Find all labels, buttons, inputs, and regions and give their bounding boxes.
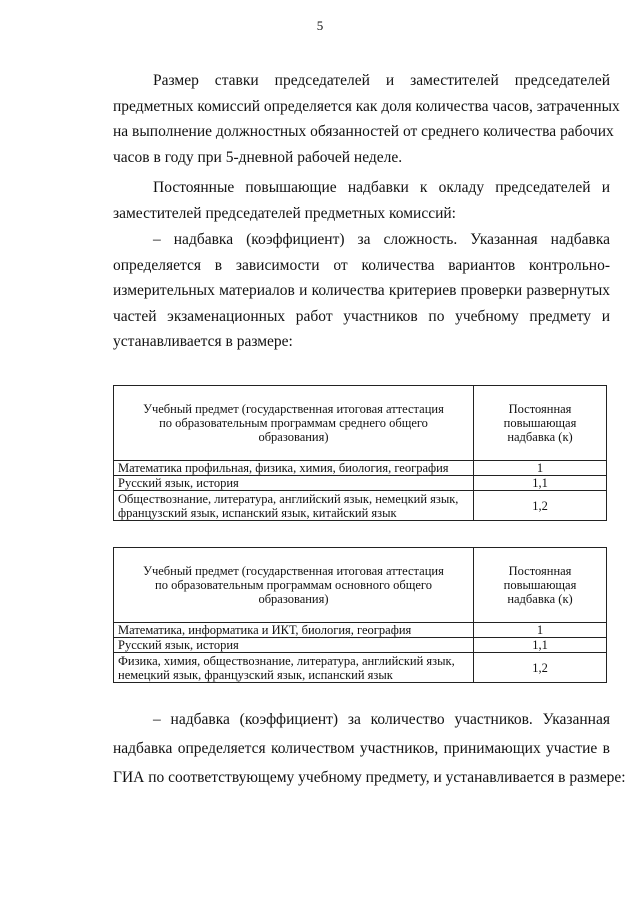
text-line: ГИА по соответствующему учебному предмету, и устанавливается в размере: [113,769,626,786]
header-subject-cell [114,386,474,461]
header-line: Учебный предмет (государственная итоговая аттестация [143,564,444,578]
text-line: надбавка определяется количеством участников, принимающих участие в [113,740,610,757]
header-line: Учебный предмет (государственная итоговая аттестация [143,402,444,416]
text-line: заместителей председателей предметных комиссий: [113,204,456,222]
paragraph-participants [113,705,626,792]
text-line: – надбавка (коэффициент) за сложность. Указанная надбавка [153,231,610,248]
text-line: Размер ставки председателей и заместителей председателей [153,72,610,89]
text-line: определяется в зависимости от количества вариантов контрольно- [113,256,610,274]
text-line: на выполнение должностных обязанностей от среднего количества рабочих [113,123,614,140]
header-line: повышающая [503,416,577,430]
text-line: часов в году при 5-дневной рабочей неделе. [113,148,403,166]
text-line: Постоянные повышающие надбавки к окладу председателей и [153,179,610,196]
header-line: образования) [258,430,329,444]
value-cell: 1,1 [474,638,607,653]
subject-cell [114,491,474,521]
table-header-row [114,548,607,623]
paragraph-allowances [113,175,610,226]
table-basic-general [113,547,607,683]
table-secondary-general [113,385,607,521]
subject-line: немецкий язык, французский язык, испанский язык [118,667,393,682]
header-value-cell [474,386,607,461]
header-subject-cell [114,548,474,623]
text-line: измерительных материалов и количества критериев проверки развернутых [113,282,610,299]
header-line: Постоянная [508,402,572,416]
header-line: надбавка (к) [507,430,573,444]
value-cell: 1 [474,623,607,638]
text-line: – надбавка (коэффициент) за количество участников. Указанная [153,711,610,728]
table-row [114,476,607,491]
value-cell: 1,1 [474,476,607,491]
header-line: надбавка (к) [507,592,573,606]
text-line: предметных комиссий определяется как доля количества часов, затраченных [113,97,620,115]
table-row [114,461,607,476]
subject-cell: Математика профильная, физика, химия, биология, география [114,461,474,476]
header-line: по образовательным программам среднего общего [159,416,428,430]
paragraph-complexity [113,227,610,355]
header-line: Постоянная [508,564,572,578]
subject-cell: Русский язык, история [114,476,474,491]
page-number: 5 [316,18,324,33]
value-cell: 1,2 [474,653,607,683]
value-cell: 1 [474,461,607,476]
table-row [114,491,607,521]
header-value-cell [474,548,607,623]
table-row [114,653,607,683]
subject-line: Обществознание, литература, английский язык, немецкий язык, [118,491,459,506]
subject-cell [114,653,474,683]
header-line: по образовательным программам основного общего [155,578,432,592]
paragraph-rate-size [113,68,620,170]
subject-line: французский язык, испанский язык, китайский язык [118,505,397,520]
subject-cell: Математика, информатика и ИКТ, биология, география [114,623,474,638]
subject-cell: Русский язык, история [114,638,474,653]
text-line: устанавливается в размере: [113,333,293,350]
table-row [114,623,607,638]
header-line: образования) [258,592,329,606]
value-cell: 1,2 [474,491,607,521]
text-line: частей экзаменационных работ участников по учебному предмету и [113,307,610,325]
table-header-row [114,386,607,461]
subject-line: Физика, химия, обществознание, литература, английский язык, [118,653,455,668]
table-row [114,638,607,653]
header-line: повышающая [503,578,577,592]
